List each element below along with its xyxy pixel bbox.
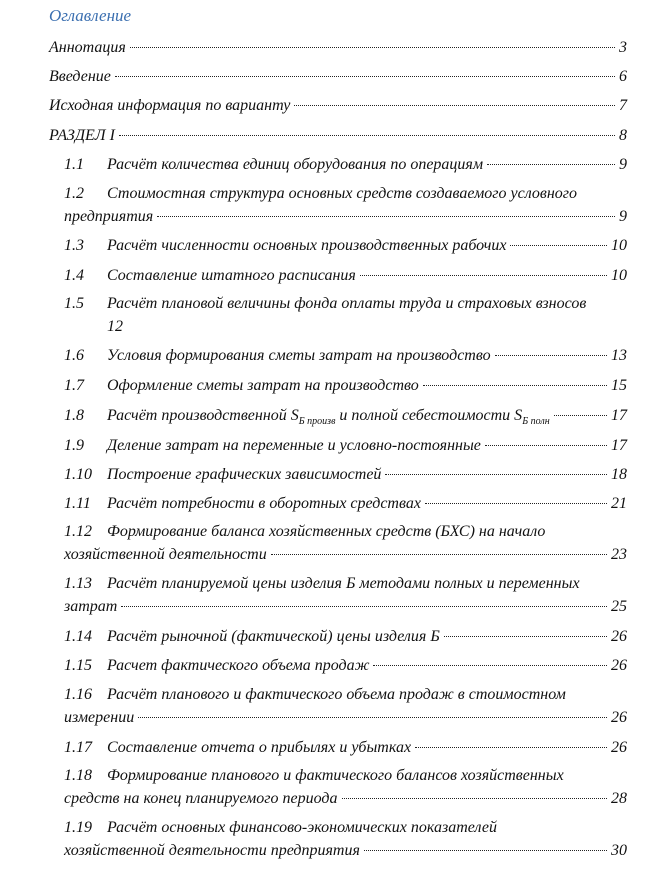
toc-entry-text: Расчёт количества единиц оборудования по операциям: [107, 156, 484, 173]
toc-entry-text: Деление затрат на переменные и условно-постоянные: [107, 437, 481, 454]
dot-leader: [373, 665, 607, 666]
toc-page-number: 9: [619, 156, 627, 173]
toc-entry-number: 1.15: [64, 657, 92, 674]
toc-page-number: 3: [619, 39, 627, 56]
toc-entry[interactable]: [64, 683, 627, 729]
toc-page-number: 18: [611, 466, 627, 483]
toc-entry[interactable]: [49, 36, 627, 59]
toc-entry-text: Исходная информация по варианту: [49, 97, 291, 114]
dot-leader: [130, 47, 615, 48]
dot-leader: [415, 747, 607, 748]
toc-entry-number: 1.3: [64, 237, 84, 254]
toc-entry-text-continued: измерении: [64, 709, 135, 726]
toc-entry-number: 1.2: [64, 185, 84, 202]
toc-entry-text-continued: затрат: [64, 598, 118, 615]
toc-page-number: 26: [611, 739, 627, 756]
toc-page-number: 6: [619, 68, 627, 85]
toc-entry-number: 1.1: [64, 156, 84, 173]
toc-entry-text: Стоимостная структура основных средств создаваемого условного: [107, 185, 578, 202]
dot-leader: [425, 503, 607, 504]
toc-entry-text: Расчёт рыночной (фактической) цены изделия Б: [107, 628, 440, 645]
toc-entry[interactable]: [64, 153, 627, 176]
toc-page-number: 10: [611, 267, 627, 284]
toc-page-number: 26: [611, 657, 627, 674]
toc-entry-text: Расчёт плановой величины фонда оплаты труда и страховых взносов: [107, 295, 587, 312]
toc-entry-text: Условия формирования сметы затрат на производство: [107, 347, 491, 364]
toc-entry-number: 1.4: [64, 267, 84, 284]
toc-entry[interactable]: [64, 374, 627, 397]
dot-leader: [360, 275, 607, 276]
toc-entry-number: 1.16: [64, 686, 92, 703]
dot-leader: [119, 135, 615, 136]
toc-entry[interactable]: [49, 94, 627, 117]
toc-entry-number: 1.11: [64, 495, 91, 512]
subscript-production: Б произв: [298, 416, 336, 428]
toc-entry-text: Построение графических зависимостей: [107, 466, 382, 483]
toc-entry[interactable]: [64, 625, 627, 648]
dot-leader: [342, 798, 608, 799]
toc-entry-text-continued: хозяйственной деятельности предприятия: [64, 842, 360, 859]
dot-leader: [364, 850, 607, 851]
dot-leader: [495, 355, 607, 356]
toc-entry-text: Расчет фактического объема продаж: [107, 657, 370, 674]
dot-leader: [138, 717, 607, 718]
toc-entry[interactable]: [64, 492, 627, 515]
toc-entry-text: РАЗДЕЛ I: [49, 127, 115, 144]
toc-entry-number: 1.17: [64, 739, 92, 756]
toc-entry-text: Формирование баланса хозяйственных средств (БХС) на начало: [107, 523, 546, 540]
toc-entry[interactable]: [64, 764, 627, 810]
toc-entry-text: Расчёт потребности в оборотных средствах: [107, 495, 421, 512]
dot-leader: [554, 415, 607, 416]
toc-entry[interactable]: [64, 520, 627, 566]
dot-leader: [385, 474, 607, 475]
dot-leader: [444, 636, 607, 637]
toc-entry-text: Введение: [49, 68, 111, 85]
toc-entry[interactable]: [49, 65, 627, 88]
toc-entry-text: Расчёт производственной $S_{Б произв}$ и полной себестоимости $S_{Б полн}$: [107, 407, 550, 428]
toc-page-number: 17: [611, 407, 627, 424]
toc-page-number: 17: [611, 437, 627, 454]
dot-leader: [487, 164, 615, 165]
toc-entry-text-continued: средств на конец планируемого периода: [64, 790, 338, 807]
toc-page-number: 26: [611, 628, 627, 645]
dot-leader: [294, 105, 615, 106]
dot-leader: [271, 554, 607, 555]
toc-entry[interactable]: [64, 816, 627, 862]
toc-page-number: 13: [611, 347, 627, 364]
toc-entry[interactable]: [64, 572, 627, 618]
subscript-full: Б полн: [522, 416, 550, 428]
toc-entry-text: Расчёт основных финансово-экономических показателей: [107, 819, 497, 836]
toc-entry[interactable]: [64, 182, 627, 228]
toc-page-number: 8: [619, 127, 627, 144]
toc-entry-text: Аннотация: [49, 39, 126, 56]
toc-entry[interactable]: [64, 736, 627, 759]
toc-entry-text-continued: предприятия: [64, 208, 154, 225]
toc-page-number: 28: [611, 790, 627, 807]
dot-leader: [157, 216, 615, 217]
toc-entry-text-continued: хозяйственной деятельности: [64, 546, 267, 563]
toc-entry-text: Расчёт планового и фактического объема продаж в стоимостном: [107, 686, 566, 703]
toc-entry-number: 1.7: [64, 377, 84, 394]
toc-entry[interactable]: [64, 654, 627, 677]
toc-entry-text: Составление отчета о прибылях и убытках: [107, 739, 412, 756]
dot-leader: [121, 606, 607, 607]
toc-entry-number: 1.5: [64, 295, 84, 312]
toc-page-number: 23: [611, 546, 627, 563]
toc-entry[interactable]: [64, 344, 627, 367]
toc-page-number: 21: [611, 495, 627, 512]
toc-page-number: 30: [611, 842, 627, 859]
toc-entry[interactable]: [49, 124, 627, 147]
toc-entry-number: 1.19: [64, 819, 92, 836]
toc-entry-number: 1.14: [64, 628, 92, 645]
toc-page-number: 7: [619, 97, 627, 114]
toc-heading: Оглавление: [49, 6, 132, 25]
toc-entry[interactable]: [64, 463, 627, 486]
toc-entry-text: Составление штатного расписания: [107, 267, 356, 284]
toc-entry[interactable]: [64, 234, 627, 257]
toc-entry-text: Расчёт численности основных производственных рабочих: [107, 237, 507, 254]
toc-entry-number: 1.13: [64, 575, 92, 592]
toc-entry-number: 1.18: [64, 767, 92, 784]
dot-leader: [115, 76, 615, 77]
toc-entry-number: 1.9: [64, 437, 84, 454]
toc-entry[interactable]: [64, 434, 627, 457]
toc-entry-text: Формирование планового и фактического балансов хозяйственных: [107, 767, 564, 784]
toc-page-number: 15: [611, 377, 627, 394]
toc-page-number: 26: [611, 709, 627, 726]
dot-leader: [423, 385, 607, 386]
toc-entry-text: Оформление сметы затрат на производство: [107, 377, 419, 394]
toc-entry[interactable]: [64, 292, 627, 338]
toc-entry[interactable]: [64, 264, 627, 287]
toc-page-number: 25: [611, 598, 627, 615]
toc-page-number: 10: [611, 237, 627, 254]
dot-leader: [510, 245, 607, 246]
toc-page-number: 9: [619, 208, 627, 225]
toc-entry-number: 1.12: [64, 523, 92, 540]
toc-entry-text: Расчёт планируемой цены изделия Б методами полных и переменных: [107, 575, 580, 592]
dot-leader: [485, 445, 607, 446]
toc-entry-number: 1.6: [64, 347, 84, 364]
toc-entry[interactable]: [64, 404, 627, 433]
toc-page-number: 12: [107, 318, 123, 335]
toc-entry-number: 1.10: [64, 466, 92, 483]
toc-entry-number: 1.8: [64, 407, 84, 424]
